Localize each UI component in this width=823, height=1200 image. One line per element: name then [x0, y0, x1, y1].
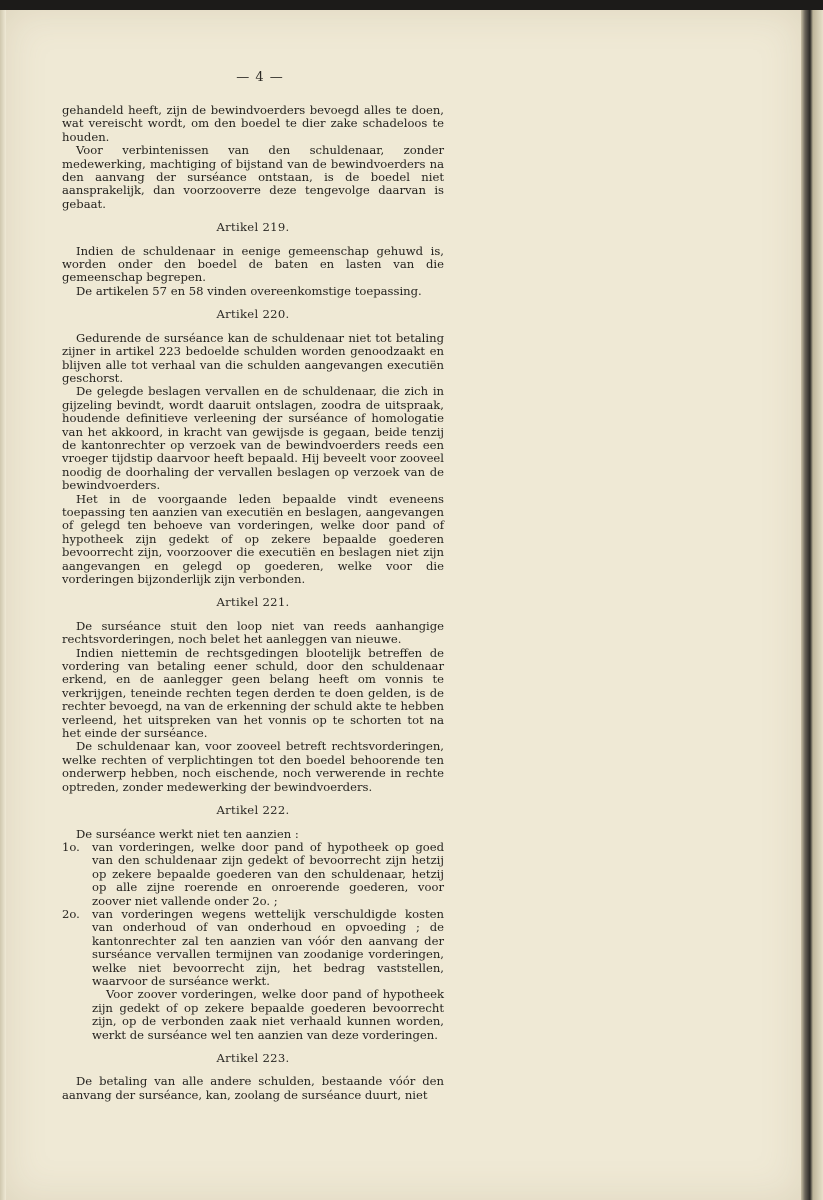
book-gutter [801, 10, 823, 1200]
paragraph: Voor verbintenissen van den schuldenaar, zonder medewerking, machtiging of bijstand van de bewindvoerders na den aanvang der surséance ontstaan, is de boedel niet aansprakelijk, dan voorzooverre deze tengevolge daarvan is gebaat. [62, 143, 444, 211]
enumeration-number: 1o. [62, 839, 80, 854]
article-heading-223: Artikel 223. [216, 1051, 290, 1065]
paragraph: De surséance stuit den loop niet van reeds aanhangige rechtsvorderingen, noch belet het aanleggen van nieuwe. [62, 618, 444, 647]
article-heading-222: Artikel 222. [216, 803, 290, 818]
paragraph: De schuldenaar kan, voor zooveel betreft rechtsvorderingen, welke rechten of verplichtingen tot den boedel behoorende ten onderwerp hebben, noch eischende, noch verwerende in rechte optreden, zonder medewerking der bewindvoerders. [62, 739, 444, 794]
paragraph: De artikelen 57 en 58 vinden overeenkomstige toepassing. [76, 283, 422, 298]
article-heading-219: Artikel 219. [216, 220, 290, 235]
paragraph: Het in de voorgaande leden bepaalde vindt eveneens toepassing ten aanzien van executiën en beslagen, aangevangen of gelegd ten behoeve van vorderingen, welke door pand of hypotheek zijn gedekt of op zekere bepaalde goederen bevoorrecht zijn, voorzoover die executiën en beslagen niet zijn aangevangen en gelegd op goederen, welke voor die vorderingen bijzonderlijk zijn verbonden. [62, 491, 444, 586]
paragraph: Gedurende de surséance kan de schuldenaar niet tot betaling zijner in artikel 223 bedoelde schulden worden genoodzaakt en blijven alle tot verhaal van die schulden aangevangen executiën geschorst. [62, 330, 444, 385]
scan-top-border [0, 0, 823, 10]
page-text [62, 104, 444, 1102]
article-heading-220: Artikel 220. [216, 307, 290, 322]
article-heading-221: Artikel 221. [216, 595, 290, 610]
paragraph: De betaling van alle andere schulden, bestaande vóór den aanvang der surséance, kan, zoolang de surséance duurt, niet [62, 1074, 444, 1102]
paragraph: De gelegde beslagen vervallen en de schuldenaar, die zich in gijzeling bevindt, wordt daaruit ontslagen, zoodra de uitspraak, houdende definitieve verleening der surséance of homologatie van het akkoord, in kracht van gewijsde is gegaan, beide tenzij de kantonrechter op verzoek van de bewindvoerders reeds een vroeger tijdstip daarvoor heeft bepaald. Hij beveelt voor zooveel noodig de doorhaling der vervallen beslagen op verzoek van de bewindvoerders. [62, 384, 444, 493]
paragraph: Indien de schuldenaar in eenige gemeenschap gehuwd is, worden onder den boedel de baten en lasten van die gemeenschap begrepen. [62, 243, 444, 285]
enumerated-item [62, 908, 444, 988]
enumeration-number: 2o. [62, 906, 80, 921]
paragraph: De surséance werkt niet ten aanzien : [76, 826, 299, 841]
enumeration-text: van vorderingen wegens wettelijk verschuldigde kosten van onderhoud of van onderhoud en opvoeding ; de kantonrechter zal ten aanzien van vóór den aanvang der surséance vervallen termijnen van zoodanige vorderingen, welke niet bevoorrecht zijn, het bedrag vaststellen, waarvoor de surséance werkt. [92, 906, 444, 988]
paragraph: gehandeld heeft, zijn de bewindvoerders bevoegd alles te doen, wat vereischt wordt, om den boedel te dier zake schadeloos te houden. [62, 103, 444, 144]
paragraph: Voor zoover vorderingen, welke door pand of hypotheek zijn gedekt of op zekere bepaalde goederen bevoorrecht zijn, op de verbonden zaak niet verhaald kunnen worden, werkt de surséance wel ten aanzien van deze vorderingen. [92, 987, 444, 1042]
enumeration-text: van vorderingen, welke door pand of hypotheek op goed van den schuldenaar zijn gedekt of bevoorrecht zijn hetzij op zekere bepaalde goederen van den schuldenaar, hetzij op alle zijne roerende en onroerende goederen, voor zoover niet vallende onder 2o. ; [92, 839, 444, 908]
paragraph: Indien niettemin de rechtsgedingen blootelijk betreffen de vordering van betaling eener schuld, door den schuldenaar erkend, en de aanlegger geen belang heeft om vonnis te verkrijgen, teneinde rechten tegen derden te doen gelden, is de rechter bevoegd, na van de erkenning der schuld akte te hebben verleend, het uitspreken van het vonnis op te schorten tot na het einde der surséance. [62, 645, 444, 741]
page-number: — 4 — [236, 70, 284, 85]
enumerated-item [62, 841, 444, 908]
